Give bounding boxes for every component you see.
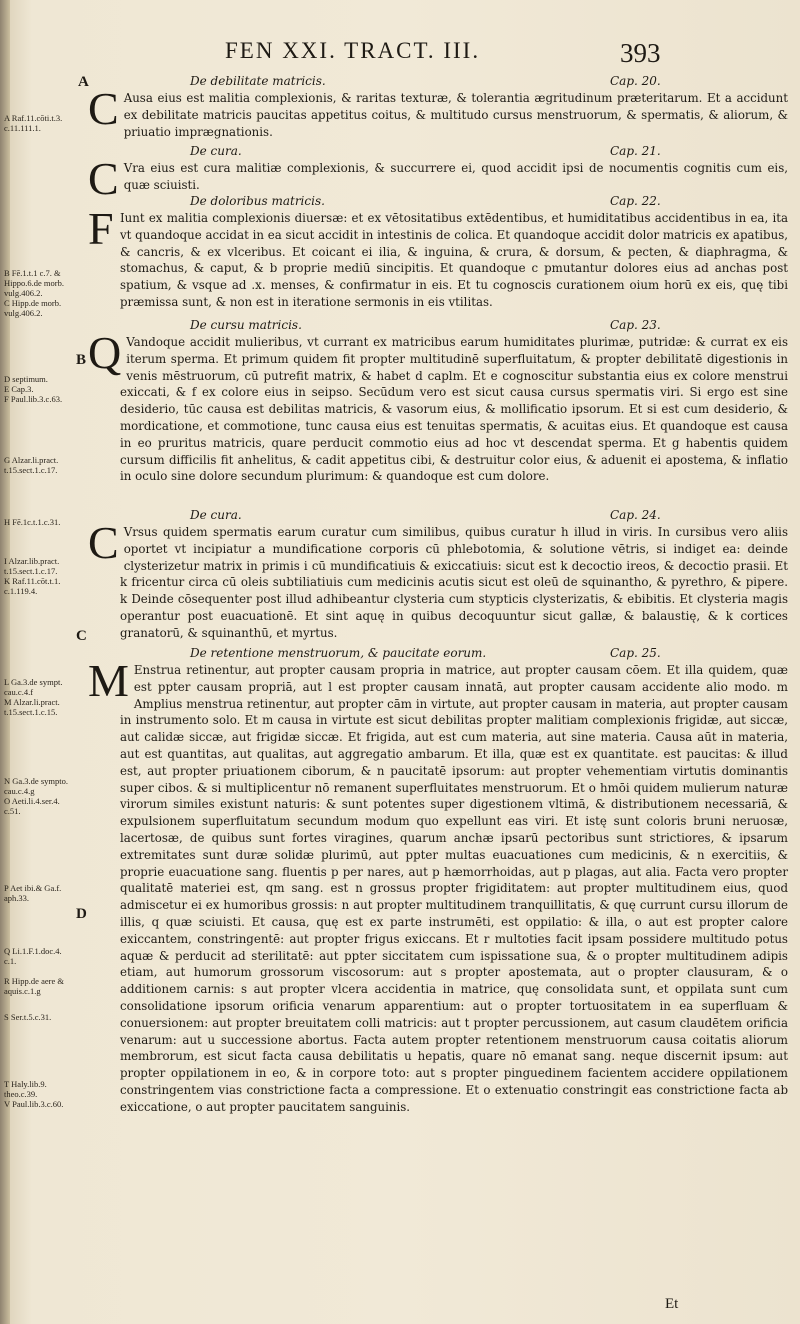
main-text-column xyxy=(90,0,788,1324)
drop-cap: M xyxy=(88,655,129,706)
margin-note: P Aet ibi.& Ga.f. aph.33. xyxy=(4,883,62,903)
drop-cap: C xyxy=(88,517,119,568)
chapter-title: De doloribus matricis. xyxy=(190,194,325,208)
chapter-number: Cap. 20. xyxy=(610,74,661,88)
paragraph-text: Vra eius est cura malitiæ complexionis, & succurrere ei, quod accidit ipsi de nocumentis cognitis cum eis, quæ sciuisti. xyxy=(123,161,788,192)
chapter-paragraph xyxy=(88,327,788,485)
margin-note: S Ser.t.5.c.31. xyxy=(4,1012,52,1022)
section-letter-c: C xyxy=(76,628,87,644)
chapter-number: Cap. 21. xyxy=(610,144,661,158)
chapter-paragraph xyxy=(88,203,788,311)
paragraph-text: Ausa eius est malitia complexionis, & raritas texturæ, & tolerantia ægritudinum præteritarum. Et a accidunt ex debilitate matricis paucitas appetitus coitus, & multitudo cursus menstruorum, & spermatis, & aliorum, & priuatio imprægnationis. xyxy=(123,91,788,139)
paragraph-text: Enstrua retinentur, aut propter causam propria in matrice, aut propter causam cōem. Et illa quidem, quæ est ppter causam propriā, aut l est propter causam innatā, aut propter causam accidente alio modo. m Amplius menstrua retinentur, aut propter cām in virtute, aut propter causam in materia, aut propter causam in instrumento solo. Et m causa in virtute est sicut debilitas propter malitiam complexionis frigidæ, aut siccæ, aut calidæ siccæ, aut frigidæ siccæ. Et frigida, aut est cum materia, aut sine materia. Causa aūt in materia, aut est quantitas, aut qualitas, aut aggregatio ambarum. Et illa, quæ est ex quantitate. est paucitas: & illud est, aut propter priuationem ciborum, & n paucitatē ipsorum: aut propter vehementiam virtutis dominantis super cibos. & si multiplicentur nō remanent superfluitates menstruorum. Et o hmōi quidem mulierum naturæ virorum similes existunt naturis: & sunt potentes super digestionem vltimā, & distributionem necessariā, & expulsionem superfluitatum secundum modum quo expellunt eas viri. Et istę sunt coloris bruni neruosæ, lacertosæ, de quibus sunt fortes viragines, quarum anchæ ipsarū pectoribus sunt strictiores, & ipsarum extremitates sunt duræ solidæ plurimū, aut ppter multas euacuationes cum medicinis, & n exercitiis, & proprie euacuatione sang. fluentis p per nares, aut p hæmorrhoidas, aut p plagas, aut alia. Facta vero propter qualitatē materiei est, qm sang. est n grossus propter frigiditatem: aut propter multitudinem eius, quod admiscetur ei ex humoribus grossis: n aut propter multitudinem tranquillitatis, & quę currunt cursu illorum de illis, q quæ sciuisti. Et causa, quę est ex parte instrumēti, est oppilatio: & illa, o aut est propter calore exiccantem, constringentē: aut propter frigus exiccans. Et r multoties facit ipsam possidere multitudo potus aquæ & perducit ad sterilitatē: aut ppter siccitatem cum ispissatione sua, & o propter multitudinem adipis etiam, aut humorum grossorum viscosorum: aut s propter apostemata, aut o propter clausuram, & o additionem carnis: s aut propter vlcera accidentia in matrice, quę consolidata sunt, et oppilata sunt cum consolidatione ipsorum orificia venarum apparentium: aut o propter tortuositatem in ea superfluam & conuersionem: aut propter breuitatem colli matricis: aut t propter percussionem, aut casum claudētem orificia venarum: aut u successione abortus. Facta autem propter retentionem menstruorum causa coitatis aliorum membrorum, est sicut facta causa debilitatis u hepatis, quare nō emanat sang. neque discernit ipsum: aut propter oppilationem in eo, & in corpore toto: aut s propter pinguedinem facientem accidere oppilationem constringentem vias constrictione facta a compressione. Et o extenuatio constringit eas constrictione facta ab exiccatione, o aut propter paucitatem sanguinis. xyxy=(120,663,788,1114)
chapter-title: De cura. xyxy=(190,144,242,158)
chapter-title: De cura. xyxy=(190,508,242,522)
margin-note: T Haly.lib.9. theo.c.39. V Paul.lib.3.c.60. xyxy=(4,1079,64,1109)
drop-cap: F xyxy=(88,203,114,254)
chapter-number: Cap. 23. xyxy=(610,318,661,332)
section-letter-d: D xyxy=(76,906,87,922)
chapter-paragraph xyxy=(88,83,788,140)
chapter-title: De cursu matricis. xyxy=(190,318,302,332)
section-letter-b: B xyxy=(76,352,87,368)
left-margin-notes xyxy=(0,0,85,1324)
page-number: 393 xyxy=(620,38,661,68)
chapter-number: Cap. 22. xyxy=(610,194,661,208)
margin-note: L Ga.3.de sympt. cau.c.4.f M Alzar.li.pract. t.15.sect.1.c.15. xyxy=(4,677,63,717)
chapter-number: Cap. 24. xyxy=(610,508,661,522)
chapter-paragraph xyxy=(88,655,788,1116)
margin-note: I Alzar.lib.pract. t.15.sect.1.c.17. K Raf.11.cōt.t.1. c.1.119.4. xyxy=(4,556,61,596)
catchword: Et xyxy=(665,1296,679,1312)
drop-cap: Q xyxy=(88,327,122,378)
margin-note: B Fē.1.t.1 c.7. & Hippo.6.de morb. vulg.406.2. C Hipp.de morb. vulg.406.2. xyxy=(4,268,64,318)
chapter-title: De retentione menstruorum, & paucitate eorum. xyxy=(190,646,487,660)
margin-note: H Fē.1c.t.1.c.31. xyxy=(4,517,61,527)
chapter-title: De debilitate matricis. xyxy=(190,74,326,88)
chapter-paragraph xyxy=(88,517,788,642)
paragraph-text: Vrsus quidem spermatis earum curatur cum similibus, quibus curatur h illud in viris. In cursibus vero aliis oportet vt incipiatur a mundificatione corporis cū phlebotomia, & solutione vētris, si indiget ea: deinde clysterizetur matrix in primis i cū mundificatiuis & exiccatiuis: sicut est k decoctio ireos, & decoctio prasii. Et k fricentur circa cū oleis subtiliatiuis cum medicinis acutis sicut est oleū de squinantho, & pyrethro, & pipere. k Deinde cōsequenter post illud adhibeantur clysteria cum stypticis clysterizatis, & ebibitis. Et clysteria magis operantur post euacuationē. Et sint aquę in quibus decoquuntur sicut gallæ, & balaustię, & k cortices granatorū, & squinanthū, et myrtus. xyxy=(120,525,788,640)
paragraph-text: Iunt ex malitia complexionis diuersæ: et ex vētositatibus extēdentibus, et humiditatibus accidentibus in ea, ita vt quandoque accidat in ea sicut accidit in intestinis de colica. Et quandoque accidit dolor matricis ex apatibus, & cancris, & ex vlceribus. Et coicant ei ilia, & inguina, & crura, & dorsum, & pecten, & diaphragma, & stomachus, & caput, & b proprie mediū sincipitis. Et quandoque c pmutantur dolores eius ad anchas post spatium, & vsque ad .x. menses, & confirmatur in eis. Et tu cognoscis curationem oium horū ex eis, quę tibi præmissa sunt, & non est in iteratione sermonis in eis vtilitas. xyxy=(120,211,788,309)
paragraph-text: Vandoque accidit mulieribus, vt currant ex matricibus earum humiditates plurimæ, putridæ: & currat ex eis iterum sperma. Et primum quidem fit propter multitudinē superfluitatum, & propter debilitatē digestionis in venis mēstruorum, cū putrefit matrix, & habet d caplm. Et e cognoscitur substantia eius ex colore menstrui exiccati, & f ex colore eius in seipso. Secūdum vero est sicut causa cursus spermatis viri. Si ergo est sine desiderio, tūc causa est debilitas matricis, & vasorum eius, & mollificatio ipsorum. Et si est cum desiderio, & mordicatione, et commotione, tunc causa eius est tenuitas spermatis, & acuitas eius. Et quandoque est causa in eo pruritus matricis, quare perducit commotio eius ad hoc vt descendat sperma. Et g habentis quidem cursum difficilis fit anhelitus, & cadit appetitus cibi, & destruitur color eius, & aduenit ei apostema, & inflatio in oculo sine dolore secundum plurimum: & quandoque est cum dolore. xyxy=(120,335,788,484)
drop-cap: C xyxy=(88,83,119,134)
margin-note: A Raf.11.cōti.t.3. c.11.111.1. xyxy=(4,113,63,133)
margin-note: N Ga.3.de sympto. cau.c.4.g O Aeti.li.4.ser.4. c.51. xyxy=(4,776,68,816)
margin-note: R Hipp.de aere & aquis.c.1.g xyxy=(4,976,64,996)
running-title: FEN XXI. TRACT. III. xyxy=(225,38,481,63)
margin-note: G Alzar.li.pract. t.15.sect.1.c.17. xyxy=(4,455,59,475)
margin-note: D septimum. E Cap.3. F Paul.lib.3.c.63. xyxy=(4,374,63,404)
drop-cap: C xyxy=(88,153,119,204)
margin-note: Q Li.1.F.1.doc.4. c.1. xyxy=(4,946,62,966)
section-letter-a: A xyxy=(78,74,89,90)
chapter-number: Cap. 25. xyxy=(610,646,661,660)
